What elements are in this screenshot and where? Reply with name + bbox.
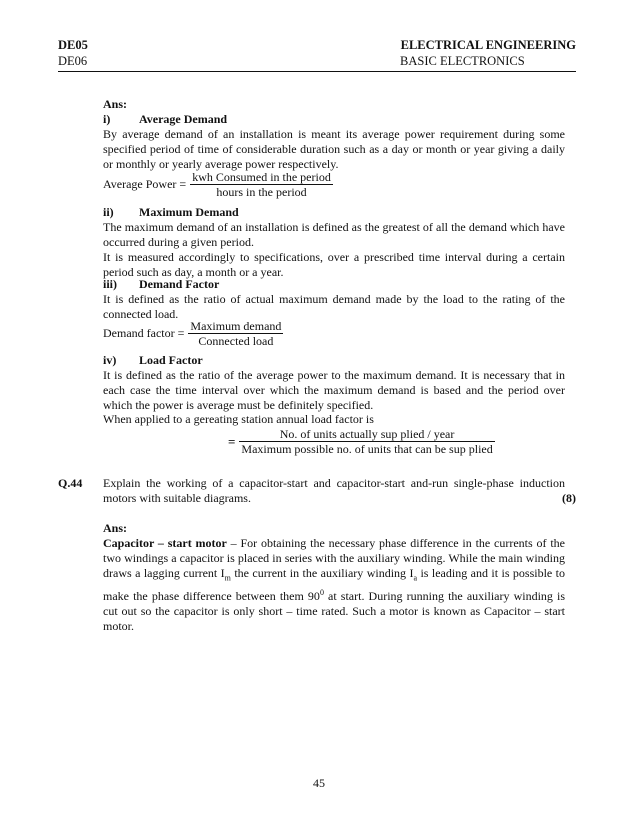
formula-denominator: Maximum possible no. of units that can be sup plied [241, 442, 493, 456]
formula-lhs: = [228, 433, 236, 449]
formula-numerator: Maximum demand [190, 319, 282, 333]
question-text: Explain the working of a capacitor-start and capacitor-start and-run single-phase induction motors with suitable diagrams. [103, 476, 565, 505]
section-number: i) [103, 112, 111, 126]
section-number: iii) [103, 277, 117, 291]
section-title: Average Demand [139, 112, 228, 126]
section-title: Demand Factor [139, 277, 220, 291]
load-factor-formula [228, 427, 495, 456]
answer-paragraph [103, 536, 565, 634]
section-number: ii) [103, 205, 114, 219]
section-title: Maximum Demand [139, 205, 239, 219]
formula-denominator: hours in the period [216, 185, 307, 199]
demand-factor-formula [103, 319, 283, 348]
formula-lhs: Average Power = [103, 177, 187, 191]
bold-lead: Capacitor – start motor [103, 536, 227, 550]
text-run: – For obtaining the necessary phase difference in the currents of the two windings a capacitor is placed in series with the auxiliary winding. While the main winding draws a lagging current I [103, 536, 565, 580]
question-marks: (8) [562, 491, 576, 505]
paragraph: It is measured accordingly to specifications, over a prescribed time interval during a certain period such as day, a month or a year. [103, 250, 565, 279]
paragraph: When applied to a gereating station annual load factor is [103, 412, 374, 426]
paragraph: By average demand of an installation is meant its average power requirement during some specified period of time of considerable duration such as a day or month or year giving a daily or monthly or yearly average power respectively. [103, 127, 565, 171]
paragraph: The maximum demand of an installation is defined as the greatest of all the demand which have occurred during a given period. [103, 220, 565, 249]
answer-label: Ans: [103, 97, 128, 111]
section-number: iv) [103, 353, 117, 367]
average-power-formula [103, 170, 333, 199]
formula-denominator: Connected load [198, 334, 274, 348]
formula-lhs: Demand factor = [103, 326, 185, 340]
paragraph: It is defined as the ratio of actual maximum demand made by the load to the rating of the connected load. [103, 292, 565, 321]
subject-title: ELECTRICAL ENGINEERING [400, 38, 576, 52]
formula-numerator: No. of units actually sup plied / year [279, 427, 455, 441]
superscript-0: 0 [319, 588, 324, 598]
subscript-m: m [224, 573, 231, 583]
page-number: 45 [313, 776, 325, 790]
text-run: at start. During running the auxiliary winding is cut out so the capacitor is only short – time rated. Such a motor is known as Capacitor – start motor. [103, 589, 566, 634]
paragraph: It is defined as the ratio of the average power to the maximum demand. It is necessary that in each case the time interval over which the maximum demand is based and the period over which the power is average must be definitely specified. [103, 368, 565, 412]
text-run: is leading and it is possible to make the phase difference between them 90 [103, 566, 566, 604]
subscript-a: a [413, 573, 418, 583]
doc-code-bottom: DE06 [58, 54, 88, 68]
subject-subtitle: BASIC ELECTRONICS [400, 54, 525, 68]
header-rule [58, 71, 576, 72]
formula-numerator: kwh Consumed in the period [192, 170, 331, 184]
question-number: Q.44 [58, 476, 83, 490]
text-run: the current in the auxiliary winding I [230, 566, 414, 580]
section-title: Load Factor [139, 353, 203, 367]
answer-label: Ans: [103, 521, 128, 535]
doc-code-top: DE05 [58, 38, 88, 52]
